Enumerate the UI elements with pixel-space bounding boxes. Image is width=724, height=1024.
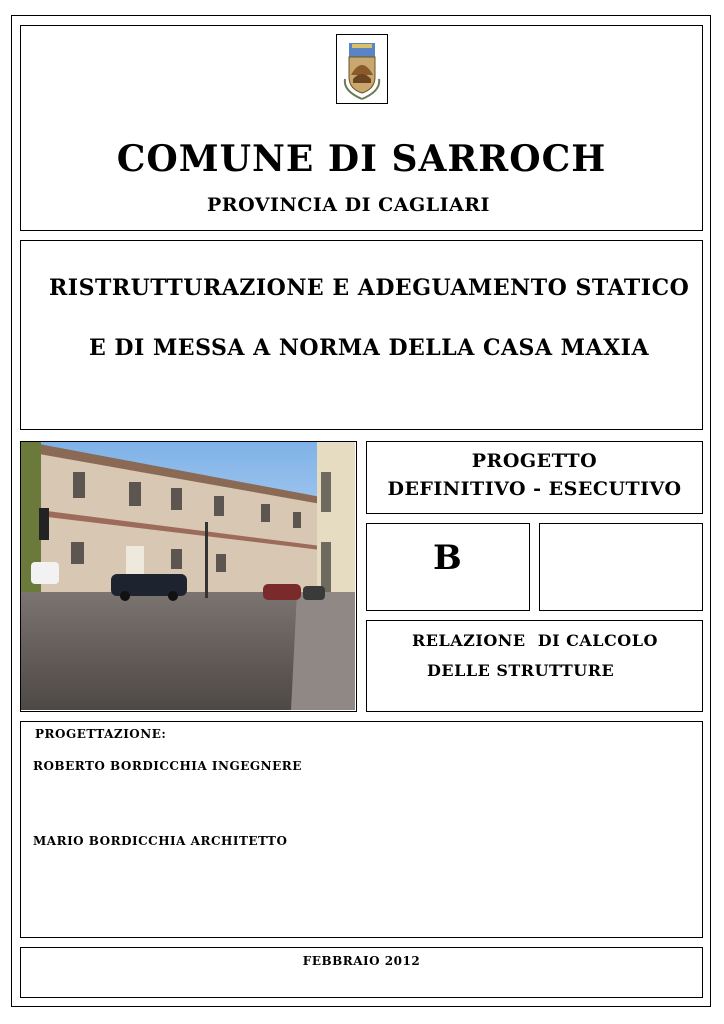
phase-line2: DEFINITIVO - ESECUTIVO — [387, 478, 682, 500]
coat-of-arms-icon — [336, 34, 388, 104]
document-code: B — [433, 538, 463, 578]
project-title-box — [20, 240, 703, 430]
engineer-name: ROBERTO BORDICCHIA INGEGNERE — [33, 759, 302, 773]
design-team-box — [20, 721, 703, 938]
header-box — [20, 25, 703, 231]
project-title-line1: RISTRUTTURAZIONE E ADEGUAMENTO STATICO — [49, 275, 690, 301]
project-title-line2: E DI MESSA A NORMA DELLA CASA MAXIA — [89, 335, 650, 361]
report-title-box — [366, 620, 703, 712]
document-code-box — [366, 523, 530, 611]
design-label: PROGETTAZIONE: — [35, 727, 167, 741]
empty-code-box — [539, 523, 703, 611]
architect-name: MARIO BORDICCHIA ARCHITETTO — [33, 834, 288, 848]
project-phase-box — [366, 441, 703, 514]
building-photo — [20, 441, 357, 712]
province-subtitle: PROVINCIA DI CAGLIARI — [207, 194, 490, 216]
municipality-title: COMUNE DI SARROCH — [116, 138, 607, 180]
phase-line1: PROGETTO — [471, 450, 598, 472]
date-box — [20, 947, 703, 998]
report-title-line2: DELLE STRUTTURE — [427, 661, 615, 680]
building-photo-image — [21, 442, 355, 710]
document-date: FEBBRAIO 2012 — [302, 954, 421, 968]
report-title-line1: RELAZIONE DI CALCOLO — [412, 631, 658, 650]
